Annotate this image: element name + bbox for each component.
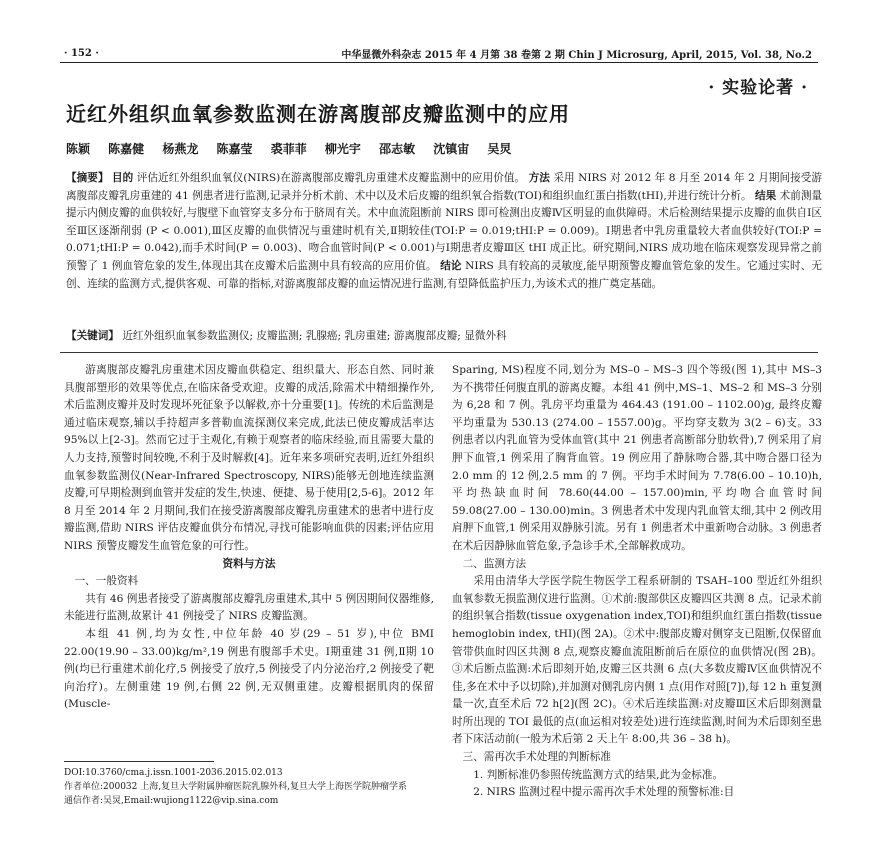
methods-heading: 资料与方法: [222, 557, 276, 570]
objective-label: 目的: [112, 172, 134, 184]
keywords-text: 近红外组织血氧参数监测仪; 皮瓣监测; 乳腺癌; 乳房重建; 游离腹部皮瓣; 显微外科: [122, 330, 507, 342]
monitor-paragraph: 采用由清华大学医学院生物医学工程系研制的 TSAH–100 型近红外组织血氧参数无损监测仪进行监测。①术前:腹部供区皮瓣四区共测 8 点。记录术前的组织氧合指数(tissue oxygenation index,TOI)和组织血红蛋白指数(tissue hemoglobin index, tHI)(图 2A)。②术中:腹部皮瓣对侧穿支已阻断,仅保留血管带供血时四区共测 8 点,观察皮瓣血流阻断前后在原位的血供情况(图 2B)。③术后断点监测:术后即刻开始,皮瓣三区共测 6 点(大多数皮瓣Ⅳ区血供情况不佳,多在术中予以切除),并加测对侧乳房内侧 1 点(用作对照[7]),每 12 h 重复测量一次,直至术后 72 h[2](图 2C)。④术后连续监测:对皮瓣Ⅲ区术后即刻测量时所出现的 TOI 最低的点(血运相对较差处)进行连续监测,时间为术后即刻至患者下床活动前(一般为术后第 2 天上午 8:00,共 36 – 38 h)。: [452, 575, 822, 746]
criteria-item: 2. NIRS 监测过程中提示需再次手术处理的预警标准:目: [473, 786, 735, 799]
page-number: · 152 ·: [64, 48, 99, 59]
abstract: [66, 170, 822, 293]
intro-paragraph: 游离腹部皮瓣乳房重建术因皮瓣血供稳定、组织量大、形态自然、同时兼具腹部塑形的效果等优点,在临床备受欢迎。皮瓣的成活,除需术中精细操作外,术后监测皮瓣并及时发现坏死征象予以解救,亦十分重要[1]。传统的术后监测是通过临床观察,辅以手持超声多普勒血流探测仪来完成,此法已使皮瓣成活率达 95%以上[2-3]。然而它过于主观化,有赖于观察者的临床经验,而且需要大量的人力支持,预警时间较晚,不利于及时解救[4]。近年来多项研究表明,近红外组织血氧参数监测仪(Near-Infrared Spectroscopy, NIRS)能够无创地连续监测皮瓣,可早期检测到血管并发症的发生,快速、便捷、易于使用[2,5-6]。2012 年 8 月至 2014 年 2 月期间,我们在接受游离腹部皮瓣乳房重建术的患者中进行皮瓣监测,借助 NIRS 评估皮瓣血供分布情况,寻找可能影响血供的因素;评估应用 NIRS 预警皮瓣发生血管危象的可行性。: [64, 364, 434, 552]
patients-paragraph: 共有 46 例患者接受了游离腹部皮瓣乳房重建术,其中 5 例因期间仪器维修,未能进行监测,故累计 41 例接受了 NIRS 皮瓣监测。: [64, 592, 434, 623]
right-column: [452, 362, 822, 802]
general-heading: 一、一般资料: [74, 575, 139, 588]
methods-label: 方法: [528, 172, 550, 184]
journal-header: 中华显微外科杂志 2015 年 4 月第 38 卷第 2 期 Chin J Microsurg, April, 2015, Vol. 38, No.2: [341, 50, 812, 61]
results-text: 术前测量提示内侧皮瓣的血供较好,与腹壁下血管穿支多分布于脐周有关。术中血流阻断前 NIRS 即可检测出皮瓣Ⅳ区明显的血供障碍。术后检测结果提示皮瓣的血供自Ⅰ区至Ⅲ区逐渐削弱 (P < 0.001),Ⅲ区皮瓣的血供情况与重建时机有关,Ⅱ期较佳(TOI:P = 0.019;tHI:P = 0.009)。Ⅰ期患者中乳房重量较大者血供较好(TOI:P = 0.071;tHI:P = 0.042),而手术时间(P = 0.003)、吻合血管时间(P < 0.001)与Ⅰ期患者皮瓣Ⅲ区 tHI 成正比。研究期间,NIRS 成功地在临床观察发现异常之前预警了 1 例血管危象的发生,体现出其在皮瓣术后监测中具有较高的应用价值。: [66, 189, 823, 272]
criteria-heading: 三、需再次手术处理的判断标准: [462, 751, 611, 764]
affiliation: 作者单位:200032 上海,复旦大学附属肿瘤医院乳腺外科,复旦大学上海医学院肿瘤学系: [64, 782, 407, 792]
conclusion-label: 结论: [440, 259, 462, 272]
keywords-label: 【关键词】: [66, 330, 119, 342]
keywords: [66, 328, 822, 344]
conclusion-text: NIRS 具有较高的灵敏度,能早期预警皮瓣血管危象的发生。它通过实时、无创、连续的监测方式,提供客观、可靠的指标,对游离腹部皮瓣的血运情况进行监测,有望降低监护压力,为该术式的推广奠定基础。: [66, 259, 823, 290]
footnotes: [64, 766, 434, 808]
article-title: 近红外组织血氧参数监测在游离腹部皮瓣监测中的应用: [66, 102, 570, 126]
monitor-heading: 二、监测方法: [462, 557, 527, 570]
footnote-rule: [64, 761, 214, 762]
results-label: 结果: [755, 189, 777, 202]
cohort-paragraph: 本组 41 例,均为女性,中位年龄 40 岁(29 – 51 岁),中位 BMI 22.00(19.90 – 33.00)kg/m²,19 例患有腹部手术史。Ⅰ期重建 31 例,Ⅱ期 10 例(均已行重建术前化疗,5 例接受了放疗,5 例接受了内分泌治疗,2 例接受了靶向治疗)。左侧重建 19 例,右侧 22 例,无双侧重建。皮瓣根据肌肉的保留(Muscle-: [64, 627, 434, 711]
abstract-rule: [60, 352, 818, 353]
abstract-label: 【摘要】: [66, 172, 109, 184]
correspondence: 通信作者:吴炅,Email:wujiong1122@vip.sina.com: [64, 796, 279, 806]
methods-text: 采用 NIRS 对 2012 年 8 月至 2014 年 2 月期间接受游离腹部皮瓣乳房重建的 41 例患者进行监测,记录并分析术前、术中以及术后皮瓣的组织氧合指数(TOI)和组织血红蛋白指数(tHI),并进行统计分析。: [66, 172, 823, 202]
left-column: [64, 362, 434, 714]
header-rule: [60, 62, 818, 63]
flap-paragraph: Sparing, MS)程度不同,划分为 MS–0 – MS–3 四个等级(图 1),其中 MS–3 为不携带任何腹直肌的游离皮瓣。本组 41 例中,MS–1、MS–2 和 MS–3 分别为 6,28 和 7 例。乳房平均重量为 464.43 (191.00 – 1102.00)g, 最终皮瓣平均重量为 530.13 (274.00 – 1557.00)g。平均穿支数为 3(2 – 6)支。33 例患者以内乳血管为受体血管(其中 21 例患者高断部分肋软骨),7 例采用了肩胛下血管,1 例采用了胸背血管。19 例应用了静脉吻合器,其中吻合器口径为 2.0 mm 的 12 例,2.5 mm 的 7 例。平均手术时间为 7.78(6.00 – 10.10)h,平均热缺血时间 78.60(44.00 – 157.00)min,平均吻合血管时间 59.08(27.00 – 130.00)min。3 例患者术中发现内乳血管太细,其中 2 例改用肩胛下血管,1 例采用双静脉引流。另有 1 例患者术中重新吻合动脉。3 例患者在术后因静脉血管危象,予急诊手术,全部解救成功。: [452, 364, 822, 552]
doi: DOI:10.3760/cma.j.issn.1001-2036.2015.02.013: [64, 768, 283, 778]
author-list: 陈颖 陈嘉健 杨燕龙 陈嘉莹 裘菲菲 柳光宇 邵志敏 沈镇宙 吴炅: [66, 142, 512, 156]
section-tag: · 实验论著 ·: [708, 78, 808, 98]
objective-text: 评估近红外组织血氧仪(NIRS)在游离腹部皮瓣乳房重建术皮瓣监测中的应用价值。: [136, 172, 526, 184]
criteria-item: 1. 判断标准仍参照传统监测方式的结果,此为金标准。: [473, 768, 724, 781]
